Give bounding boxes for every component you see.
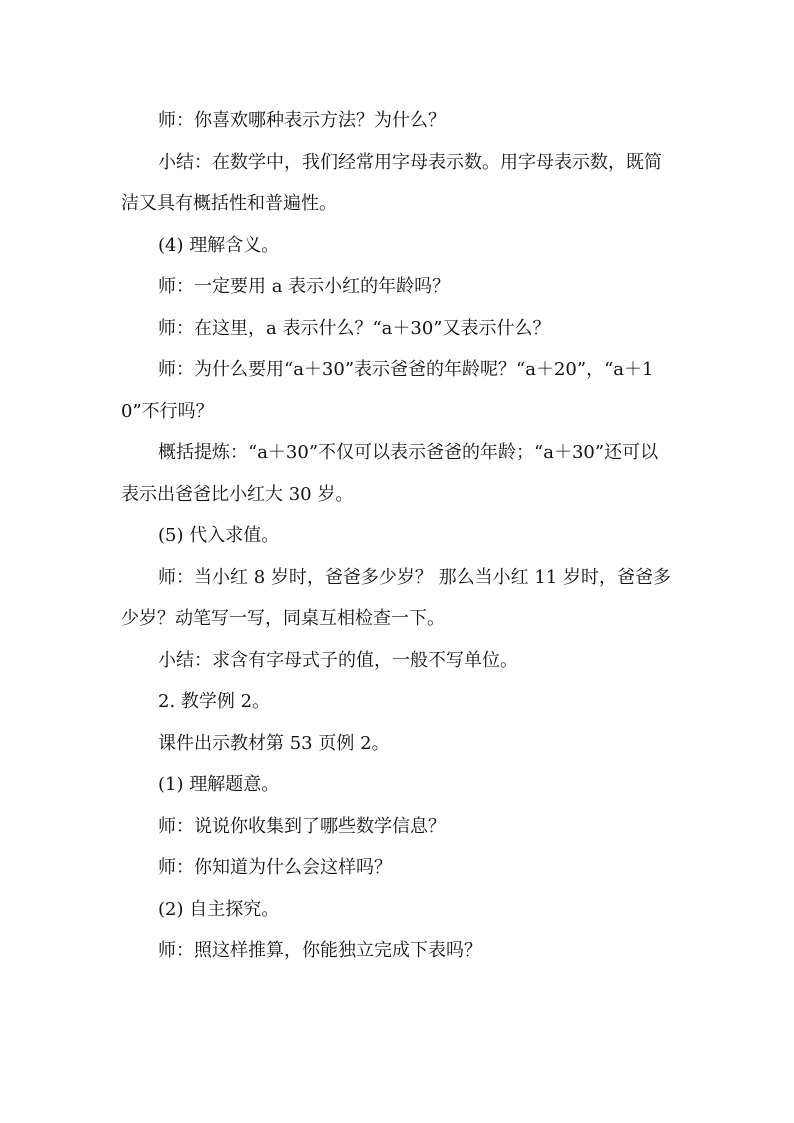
paragraph: (5) 代入求值。 [158,525,280,546]
paragraph: 师：在这里，a 表示什么？“a＋30”又表示什么？ [158,317,551,339]
paragraph: 师：说说你收集到了哪些数学信息？ [158,815,446,837]
paragraph: 小结：求含有字母式子的值，一般不写单位。 [158,649,518,671]
paragraph: 师：一定要用 a 表示小红的年龄吗？ [158,276,451,297]
paragraph: 2. 教学例 2。 [158,691,271,712]
paragraph: 师：为什么要用“a＋30”表示爸爸的年龄呢？“a＋20”，“a＋10”不行吗？ [121,359,654,422]
paragraph: 师：当小红 8 岁时，爸爸多少岁？ 那么当小红 11 岁时，爸爸多少岁？动笔写一写，同桌互相检查一下。 [121,566,671,629]
paragraph: 课件出示教材第 53 页例 2。 [158,732,390,754]
paragraph: 师：你知道为什么会这样吗？ [158,857,392,878]
document-body [121,100,673,972]
paragraph: (4) 理解含义。 [158,234,280,256]
paragraph: 概括提炼：“a＋30”不仅可以表示爸爸的年龄；“a＋30”还可以表示出爸爸比小红大 30 岁。 [121,442,659,505]
paragraph: 师：你喜欢哪种表示方法？为什么？ [158,110,446,131]
paragraph: 师：照这样推算，你能独立完成下表吗？ [158,940,482,961]
paragraph: 小结：在数学中，我们经常用字母表示数。用字母表示数，既简洁又具有概括性和普遍性。 [121,151,662,214]
paragraph: (1) 理解题意。 [158,774,280,795]
paragraph: (2) 自主探究。 [158,898,280,920]
